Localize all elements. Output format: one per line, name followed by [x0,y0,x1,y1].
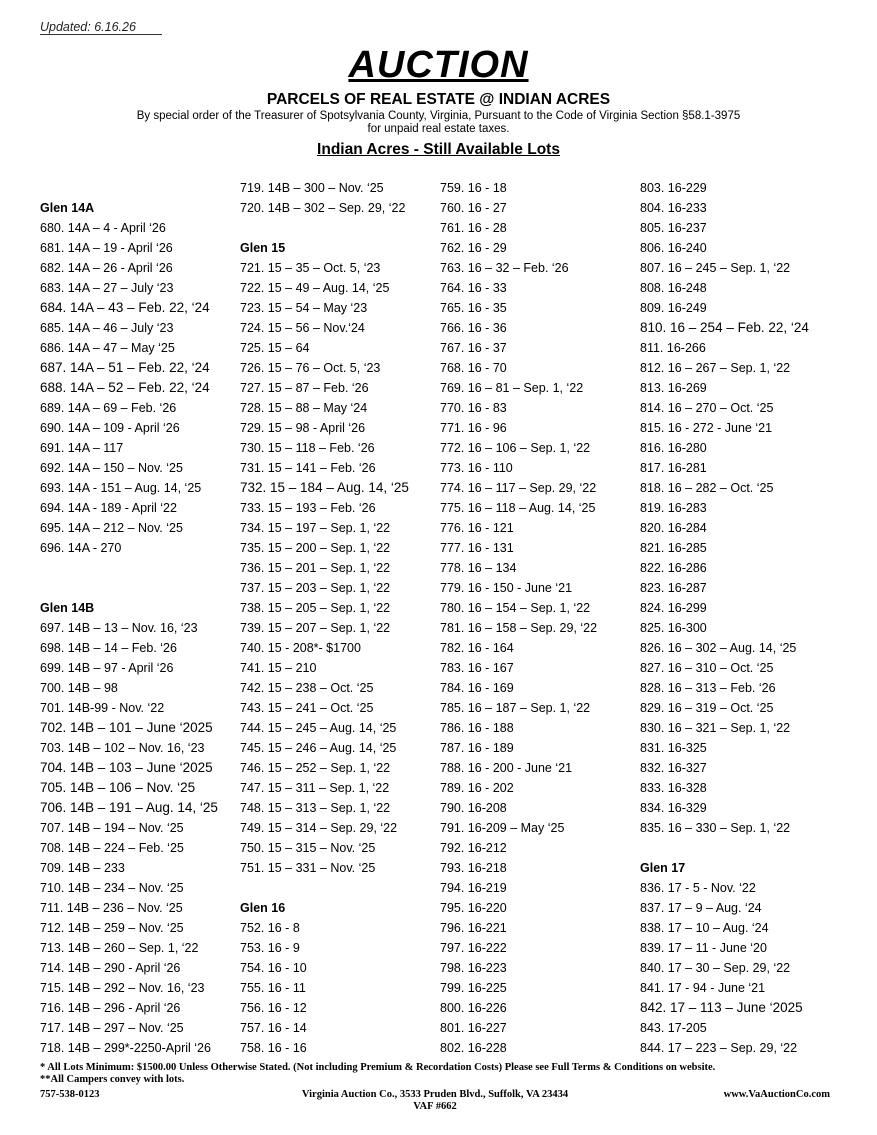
lot-item: 770. 16 - 83 [440,401,507,415]
lot-item: 831. 16-325 [640,741,707,755]
lot-item: 742. 15 – 238 – Oct. ‘25 [240,681,374,695]
lot-item: 821. 16-285 [640,541,707,555]
lot-item: 787. 16 - 189 [440,741,514,755]
lot-item: 767. 16 - 37 [440,341,507,355]
lot-item: 716. 14B – 296 - April ‘26 [40,1001,181,1015]
lot-item: 840. 17 – 30 – Sep. 29, ‘22 [640,961,791,975]
lot-item: 816. 16-280 [640,441,707,455]
lot-item: 738. 15 – 205 – Sep. 1, ‘22 [240,601,391,615]
lot-item-text: 842. 17 – 113 – June ‘2025 [640,1000,803,1015]
lot-item: 775. 16 – 118 – Aug. 14, ‘25 [440,501,596,515]
lot-item: 719. 14B – 300 – Nov. ‘25 [240,181,384,195]
lot-item: 819. 16-283 [640,501,707,515]
lot-item: 780. 16 – 154 – Sep. 1, ‘22 [440,601,591,615]
spacer [40,558,218,578]
lot-item: 751. 15 – 331 – Nov. ‘25 [240,861,376,875]
lot-item: 823. 16-287 [640,581,707,595]
lot-item: 683. 14A – 27 – July ‘23 [40,281,174,295]
lot-item: 837. 17 – 9 – Aug. ‘24 [640,901,762,915]
lots-column-2 [240,178,409,1058]
lot-item: 779. 16 - 150 - June ‘21 [440,581,573,595]
lot-item [40,378,218,398]
lot-item: 812. 16 – 267 – Sep. 1, ‘22 [640,361,791,375]
section-heading: Indian Acres - Still Available Lots [317,141,560,158]
glen-heading: Glen 17 [640,861,686,875]
updated-date: Updated: 6.16.26 [40,20,162,35]
lot-item: 815. 16 - 272 - June ‘21 [640,421,773,435]
lot-item: 691. 14A – 117 [40,441,124,455]
lot-item: 799. 16-225 [440,981,507,995]
glen-heading: Glen 14B [40,601,95,615]
lot-item: 756. 16 - 12 [240,1001,307,1015]
lot-item: 681. 14A – 19 - April ‘26 [40,241,173,255]
lot-item: 729. 15 – 98 - April ‘26 [240,421,366,435]
lot-item: 774. 16 – 117 – Sep. 29, ‘22 [440,481,597,495]
lot-item: 761. 16 - 28 [440,221,507,235]
lot-item: 743. 15 – 241 – Oct. ‘25 [240,701,374,715]
page-subtitle: PARCELS OF REAL ESTATE @ INDIAN ACRES [266,91,611,108]
lot-item: 764. 16 - 33 [440,281,507,295]
lot-item: 838. 17 – 10 – Aug. ‘24 [640,921,769,935]
lot-item: 758. 16 - 16 [240,1041,307,1055]
lot-item: 725. 15 – 64 [240,341,310,355]
lot-item: 680. 14A – 4 - April ‘26 [40,221,166,235]
lot-item: 820. 16-284 [640,521,707,535]
lot-item: 718. 14B – 299*-2250-April ‘26 [40,1041,211,1055]
lot-item: 747. 15 – 311 – Sep. 1, ‘22 [240,781,390,795]
lot-item-text: 684. 14A – 43 – Feb. 22, ‘24 [40,300,210,315]
lot-item: 712. 14B – 259 – Nov. ‘25 [40,921,184,935]
lot-item: 781. 16 – 158 – Sep. 29, ‘22 [440,621,598,635]
order-line-1: By special order of the Treasurer of Spotsylvania County, Virginia, Pursuant to the Code of Virginia Section §58.1-3975 [136,110,741,122]
lot-item: 728. 15 – 88 – May ‘24 [240,401,368,415]
lot-item: 829. 16 – 319 – Oct. ‘25 [640,701,774,715]
lot-item: 715. 14B – 292 – Nov. 16, ‘23 [40,981,205,995]
lot-item: 689. 14A – 69 – Feb. ‘26 [40,401,177,415]
lot-item: 836. 17 - 5 - Nov. ‘22 [640,881,756,895]
lot-item: 690. 14A – 109 - April ‘26 [40,421,180,435]
lot-item: 807. 16 – 245 – Sep. 1, ‘22 [640,261,791,275]
glen-heading: Glen 14A [40,201,95,215]
lot-item: 801. 16-227 [440,1021,507,1035]
lot-item: 682. 14A – 26 - April ‘26 [40,261,173,275]
lot-item: 811. 16-266 [640,341,706,355]
lot-item: 817. 16-281 [640,461,707,475]
lot-item: 824. 16-299 [640,601,707,615]
lot-item: 791. 16-209 – May ‘25 [440,821,565,835]
lot-item: 726. 15 – 76 – Oct. 5, ‘23 [240,361,381,375]
lot-item [40,358,218,378]
lot-item: 698. 14B – 14 – Feb. ‘26 [40,641,177,655]
lot-item: 783. 16 - 167 [440,661,514,675]
lot-item: 686. 14A – 47 – May ‘25 [40,341,175,355]
spacer [40,578,218,598]
lot-item: 798. 16-223 [440,961,507,975]
lot-item: 818. 16 – 282 – Oct. ‘25 [640,481,774,495]
lot-item-text: 702. 14B – 101 – June ‘2025 [40,720,213,735]
lot-item [240,478,409,498]
lot-item: 721. 15 – 35 – Oct. 5, ‘23 [240,261,381,275]
glen-heading: Glen 16 [240,901,286,915]
lot-item: 730. 15 – 118 – Feb. ‘26 [240,441,375,455]
lot-item: 711. 14B – 236 – Nov. ‘25 [40,901,183,915]
lot-item: 733. 15 – 193 – Feb. ‘26 [240,501,376,515]
lot-item: 754. 16 - 10 [240,961,307,975]
lot-item: 717. 14B – 297 – Nov. ‘25 [40,1021,184,1035]
lot-item: 806. 16-240 [640,241,707,255]
lot-item: 753. 16 - 9 [240,941,300,955]
lot-item: 714. 14B – 290 - April ‘26 [40,961,181,975]
lot-item [40,778,218,798]
lot-item: 744. 15 – 245 – Aug. 14, ‘25 [240,721,397,735]
lot-item: 709. 14B – 233 [40,861,125,875]
lot-item: 784. 16 - 169 [440,681,514,695]
lot-item: 708. 14B – 224 – Feb. ‘25 [40,841,184,855]
lot-item: 703. 14B – 102 – Nov. 16, ‘23 [40,741,205,755]
vaf-number: VAF #662 [413,1101,457,1112]
lot-item: 832. 16-327 [640,761,707,775]
lot-item: 720. 14B – 302 – Sep. 29, ‘22 [240,201,406,215]
lot-item: 785. 16 – 187 – Sep. 1, ‘22 [440,701,591,715]
lot-item: 700. 14B – 98 [40,681,118,695]
company-address: Virginia Auction Co., 3533 Pruden Blvd., Suffolk, VA 23434 [301,1089,569,1100]
lot-item: 808. 16-248 [640,281,707,295]
lot-item: 796. 16-221 [440,921,507,935]
lot-item: 692. 14A – 150 – Nov. ‘25 [40,461,183,475]
spacer [640,838,809,858]
lot-item [640,318,809,338]
lots-column-1 [40,178,218,1058]
lot-item: 766. 16 - 36 [440,321,507,335]
lot-item-text: 705. 14B – 106 – Nov. ‘25 [40,780,196,795]
lot-item: 707. 14B – 194 – Nov. ‘25 [40,821,184,835]
lot-item: 768. 16 - 70 [440,361,507,375]
lot-item: 769. 16 – 81 – Sep. 1, ‘22 [440,381,584,395]
lot-item: 795. 16-220 [440,901,507,915]
lot-item: 825. 16-300 [640,621,707,635]
lot-item: 695. 14A – 212 – Nov. ‘25 [40,521,183,535]
lot-item: 696. 14A - 270 [40,541,122,555]
lot-item-text: 688. 14A – 52 – Feb. 22, ‘24 [40,380,210,395]
lot-item: 809. 16-249 [640,301,707,315]
lot-item: 731. 15 – 141 – Feb. ‘26 [240,461,376,475]
lot-item: 814. 16 – 270 – Oct. ‘25 [640,401,774,415]
lot-item: 749. 15 – 314 – Sep. 29, ‘22 [240,821,398,835]
lot-item: 813. 16-269 [640,381,707,395]
lot-item-text: 706. 14B – 191 – Aug. 14, ‘25 [40,800,218,815]
lot-item: 746. 15 – 252 – Sep. 1, ‘22 [240,761,391,775]
lot-item: 822. 16-286 [640,561,707,575]
lot-item [40,798,218,818]
lot-item: 834. 16-329 [640,801,707,815]
lot-item: 724. 15 – 56 – Nov.‘24 [240,321,365,335]
lot-item: 697. 14B – 13 – Nov. 16, ‘23 [40,621,198,635]
lot-item: 699. 14B – 97 - April ‘26 [40,661,174,675]
lots-column-4 [640,178,809,1058]
lot-item: 841. 17 - 94 - June ‘21 [640,981,766,995]
lot-item: 737. 15 – 203 – Sep. 1, ‘22 [240,581,391,595]
lot-item: 805. 16-237 [640,221,707,235]
lot-item: 773. 16 - 110 [440,461,513,475]
lot-item: 760. 16 - 27 [440,201,507,215]
footnotes [40,1062,840,1086]
lot-item: 722. 15 – 49 – Aug. 14, ‘25 [240,281,390,295]
lot-item: 776. 16 - 121 [440,521,514,535]
lot-item: 755. 16 - 11 [240,981,306,995]
lot-item: 727. 15 – 87 – Feb. ‘26 [240,381,369,395]
lot-item [40,758,218,778]
lot-item: 772. 16 – 106 – Sep. 1, ‘22 [440,441,591,455]
lot-item: 748. 15 – 313 – Sep. 1, ‘22 [240,801,391,815]
spacer [240,218,409,238]
lot-item: 830. 16 – 321 – Sep. 1, ‘22 [640,721,791,735]
lot-item: 803. 16-229 [640,181,707,195]
lot-item-text: 704. 14B – 103 – June ‘2025 [40,760,213,775]
lot-item-text: 732. 15 – 184 – Aug. 14, ‘25 [240,480,409,495]
spacer [240,878,409,898]
lot-item [640,998,809,1018]
lot-item: 734. 15 – 197 – Sep. 1, ‘22 [240,521,391,535]
lot-item: 828. 16 – 313 – Feb. ‘26 [640,681,776,695]
lot-item: 794. 16-219 [440,881,507,895]
lot-item: 757. 16 - 14 [240,1021,307,1035]
page-title: AUCTION [348,44,529,86]
footnote-campers: **All Campers convey with lots. [40,1074,185,1085]
lot-item: 790. 16-208 [440,801,507,815]
lot-item: 793. 16-218 [440,861,507,875]
order-statement [0,110,877,136]
lot-item: 741. 15 – 210 [240,661,317,675]
lot-item: 762. 16 - 29 [440,241,507,255]
website-link[interactable]: www.VaAuctionCo.com [723,1089,830,1100]
lot-item: 800. 16-226 [440,1001,507,1015]
lot-item: 771. 16 - 96 [440,421,507,435]
phone-number: 757-538-0123 [40,1089,100,1100]
lot-item: 685. 14A – 46 – July ‘23 [40,321,174,335]
lot-item: 694. 14A - 189 - April ‘22 [40,501,177,515]
lot-item: 782. 16 - 164 [440,641,514,655]
lot-item: 833. 16-328 [640,781,707,795]
lot-item: 789. 16 - 202 [440,781,514,795]
lot-item: 739. 15 – 207 – Sep. 1, ‘22 [240,621,391,635]
lot-item: 713. 14B – 260 – Sep. 1, ‘22 [40,941,199,955]
lot-item: 843. 17-205 [640,1021,707,1035]
lot-item: 839. 17 – 11 - June ‘20 [640,941,767,955]
lot-item: 844. 17 – 223 – Sep. 29, ‘22 [640,1041,798,1055]
lot-item: 786. 16 - 188 [440,721,514,735]
lots-column-3 [440,178,597,1058]
lot-item: 759. 16 - 18 [440,181,507,195]
lot-item [40,298,218,318]
lot-item: 750. 15 – 315 – Nov. ‘25 [240,841,376,855]
lot-item: 804. 16-233 [640,201,707,215]
lot-item: 765. 16 - 35 [440,301,507,315]
lot-item: 752. 16 - 8 [240,921,300,935]
lot-item: 735. 15 – 200 – Sep. 1, ‘22 [240,541,391,555]
spacer [40,178,218,198]
lot-item: 723. 15 – 54 – May ‘23 [240,301,368,315]
lot-item: 740. 15 - 208*- $1700 [240,641,361,655]
footnote-minimum: * All Lots Minimum: $1500.00 Unless Otherwise Stated. (Not including Premium & Recordation Costs) Please see Full Terms & Conditions on website. [40,1062,716,1073]
lot-item: 763. 16 – 32 – Feb. ‘26 [440,261,569,275]
lot-item: 745. 15 – 246 – Aug. 14, ‘25 [240,741,397,755]
lot-item: 778. 16 – 134 [440,561,517,575]
lot-item: 835. 16 – 330 – Sep. 1, ‘22 [640,821,791,835]
lot-item-text: 810. 16 – 254 – Feb. 22, ‘24 [640,320,809,335]
order-line-2: for unpaid real estate taxes. [367,123,510,135]
lot-item: 788. 16 - 200 - June ‘21 [440,761,573,775]
lot-item: 802. 16-228 [440,1041,507,1055]
lot-item: 736. 15 – 201 – Sep. 1, ‘22 [240,561,391,575]
lot-item: 693. 14A - 151 – Aug. 14, ‘25 [40,481,202,495]
lot-item: 701. 14B-99 - Nov. ‘22 [40,701,165,715]
lot-item [40,718,218,738]
glen-heading: Glen 15 [240,241,286,255]
lot-item: 777. 16 - 131 [440,541,514,555]
lot-item-text: 687. 14A – 51 – Feb. 22, ‘24 [40,360,210,375]
lot-item: 827. 16 – 310 – Oct. ‘25 [640,661,774,675]
lot-item: 710. 14B – 234 – Nov. ‘25 [40,881,184,895]
lot-item: 797. 16-222 [440,941,507,955]
lot-item: 826. 16 – 302 – Aug. 14, ‘25 [640,641,797,655]
lot-item: 792. 16-212 [440,841,507,855]
